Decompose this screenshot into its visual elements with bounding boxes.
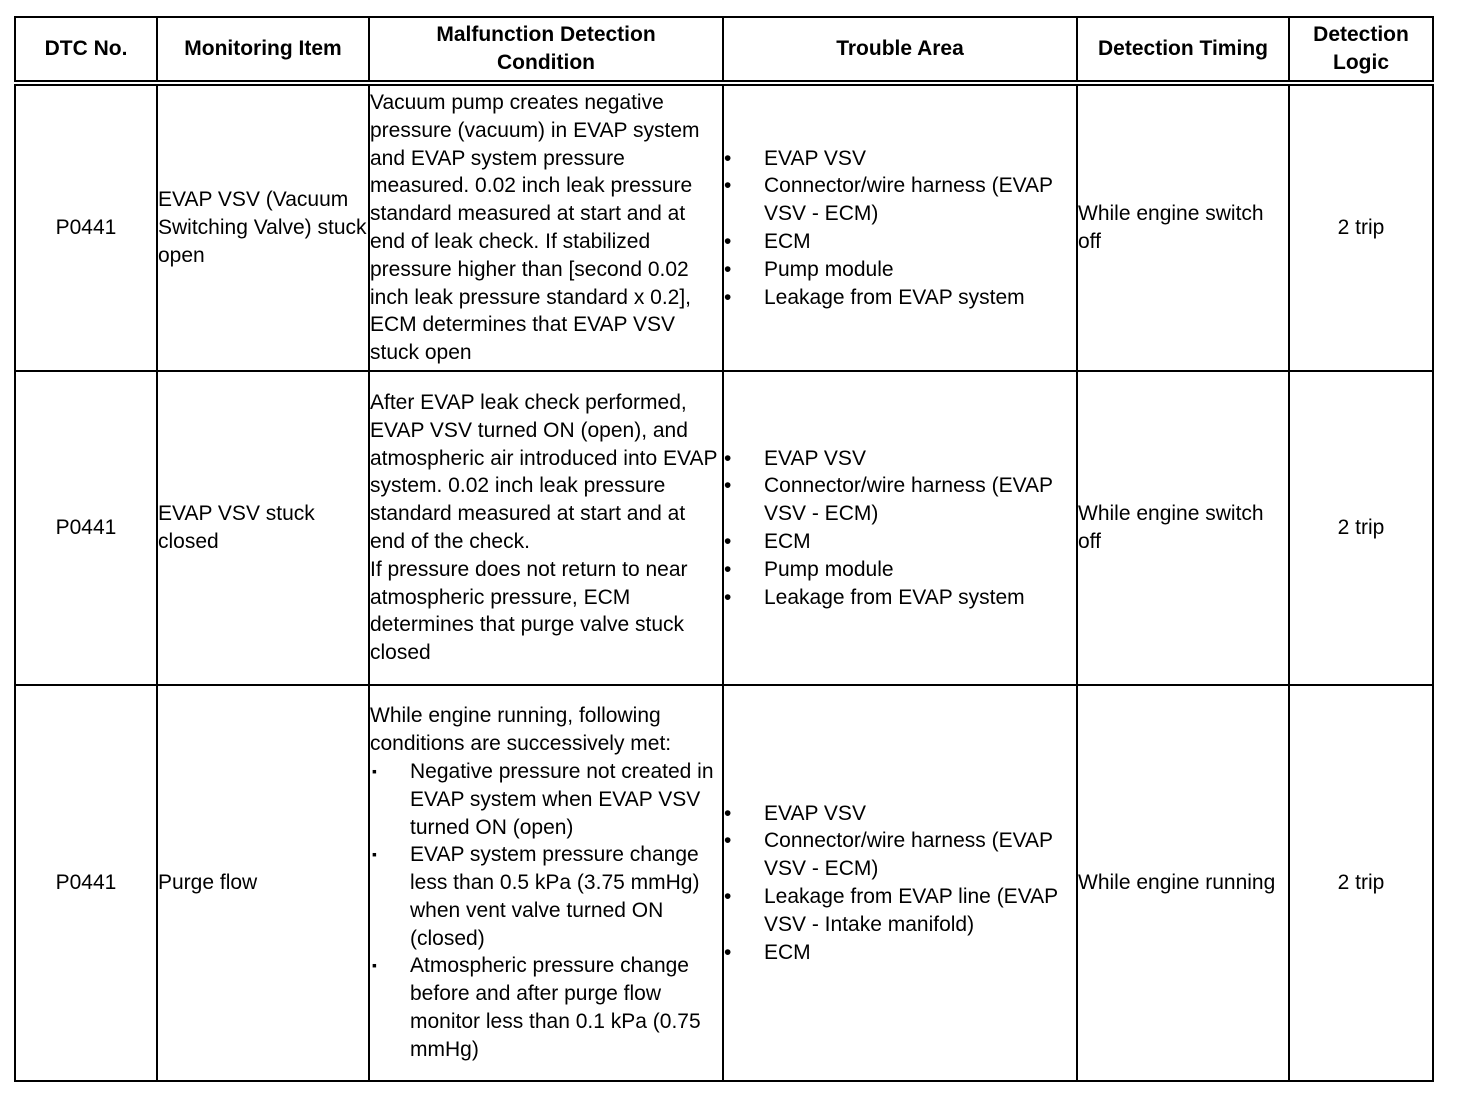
header-malfunction-condition-label: Malfunction Detection Condition [436,23,656,74]
table-row [15,371,1433,685]
list-item [724,445,1076,473]
bullet-icon: • [724,446,732,470]
list-item [724,472,1076,528]
condition-item: Atmospheric pressure change before and after purge flow monitor less than 0.1 kPa (0.75 mmHg) [410,954,701,1061]
trouble-area-item: Leakage from EVAP line (EVAP VSV - Intake manifold) [764,885,1058,936]
bullet-icon: • [724,885,732,908]
monitoring-item-cell: EVAP VSV stuck closed [157,371,369,685]
trouble-area-list [724,800,1076,967]
list-item [724,284,1076,312]
list-item [724,827,1076,883]
list-item [724,939,1076,967]
bullet-icon: • [724,940,732,964]
condition-cell [369,685,723,1081]
condition-text: After EVAP leak check performed, EVAP VSV turned ON (open), and atmospheric air introduced into EVAP system. 0.02 inch leak pressure standard measured at start and at end of the check. [370,391,718,553]
condition-item: EVAP system pressure change less than 0.5 kPa (3.75 mmHg) when vent valve turned ON (closed) [410,843,700,950]
header-detection-timing: Detection Timing [1077,17,1289,83]
trouble-area-item: Leakage from EVAP system [764,585,1025,609]
header-detection-logic-label: Detection Logic [1313,23,1409,74]
header-trouble-area: Trouble Area [723,17,1077,83]
detection-timing-cell: While engine running [1077,685,1289,1081]
trouble-area-item: Pump module [764,257,894,281]
list-item [724,256,1076,284]
bullet-icon: • [724,585,732,609]
bullet-icon: • [724,174,732,198]
condition-text-2: If pressure does not return to near atmospheric pressure, ECM determines that purge valve stuck closed [370,557,688,665]
detection-logic-cell: 2 trip [1289,371,1433,685]
header-monitoring-item: Monitoring Item [157,17,369,83]
trouble-area-item: Connector/wire harness (EVAP VSV - ECM) [764,174,1053,226]
trouble-area-item: ECM [764,230,811,253]
condition-item: Negative pressure not created in EVAP system when EVAP VSV turned ON (open) [410,759,714,839]
square-bullet-icon: ▪ [372,846,377,863]
table-row [15,685,1433,1081]
dtc-cell: P0441 [15,685,157,1081]
trouble-area-item: Connector/wire harness (EVAP VSV - ECM) [764,829,1053,881]
trouble-area-cell [723,685,1077,1081]
header-row [15,17,1433,83]
header-detection-logic [1289,17,1433,83]
condition-cell [369,371,723,685]
trouble-area-list [724,145,1076,312]
bullet-icon: • [724,285,732,309]
trouble-area-item: EVAP VSV [764,801,866,825]
dtc-table [14,16,1434,1082]
trouble-area-cell [723,371,1077,685]
list-item [724,800,1076,828]
bullet-icon: • [724,474,732,498]
detection-timing-cell: While engine switch off [1077,371,1289,685]
trouble-area-item: Pump module [764,557,894,581]
detection-timing-cell: While engine switch off [1077,83,1289,371]
table-row [15,83,1433,371]
list-item [724,228,1076,256]
list-item [370,841,722,952]
list-item [724,584,1076,612]
dtc-cell: P0441 [15,83,157,371]
list-item [724,528,1076,556]
header-malfunction-condition [369,17,723,83]
list-item [724,556,1076,584]
list-item [724,172,1076,228]
trouble-area-list [724,445,1076,612]
bullet-icon: • [724,829,732,853]
trouble-area-item: ECM [764,530,811,553]
trouble-area-cell [723,83,1077,371]
bullet-icon: • [724,557,732,581]
detection-logic-cell: 2 trip [1289,685,1433,1081]
trouble-area-item: ECM [764,940,811,964]
trouble-area-item: Leakage from EVAP system [764,285,1025,309]
square-bullet-icon: ▪ [372,762,377,779]
monitoring-item-cell: Purge flow [157,685,369,1081]
condition-list [370,758,722,1064]
list-item [370,952,722,1063]
bullet-icon: • [724,146,732,170]
trouble-area-item: Connector/wire harness (EVAP VSV - ECM) [764,474,1053,526]
condition-cell [369,83,723,371]
dtc-cell: P0441 [15,371,157,685]
condition-text: Vacuum pump creates negative pressure (vacuum) in EVAP system and EVAP system pressure measured. 0.02 inch leak pressure standard measured at start and at end of leak check. If stabilized pressure higher than [second 0.02 inch leak pressure standard x 0.2], ECM determines that EVAP VSV stuck open [370,91,700,365]
bullet-icon: • [724,801,732,825]
trouble-area-item: EVAP VSV [764,146,866,170]
trouble-area-item: EVAP VSV [764,446,866,470]
header-dtc-no: DTC No. [15,17,157,83]
monitoring-item-cell: EVAP VSV (Vacuum Switching Valve) stuck open [157,83,369,371]
detection-logic-cell: 2 trip [1289,83,1433,371]
condition-intro: While engine running, following conditions are successively met: [370,704,672,756]
bullet-icon: • [724,257,732,281]
bullet-icon: • [724,530,732,553]
list-item [724,145,1076,173]
list-item [370,758,722,841]
square-bullet-icon: ▪ [372,957,377,974]
list-item [724,883,1076,939]
bullet-icon: • [724,230,732,253]
